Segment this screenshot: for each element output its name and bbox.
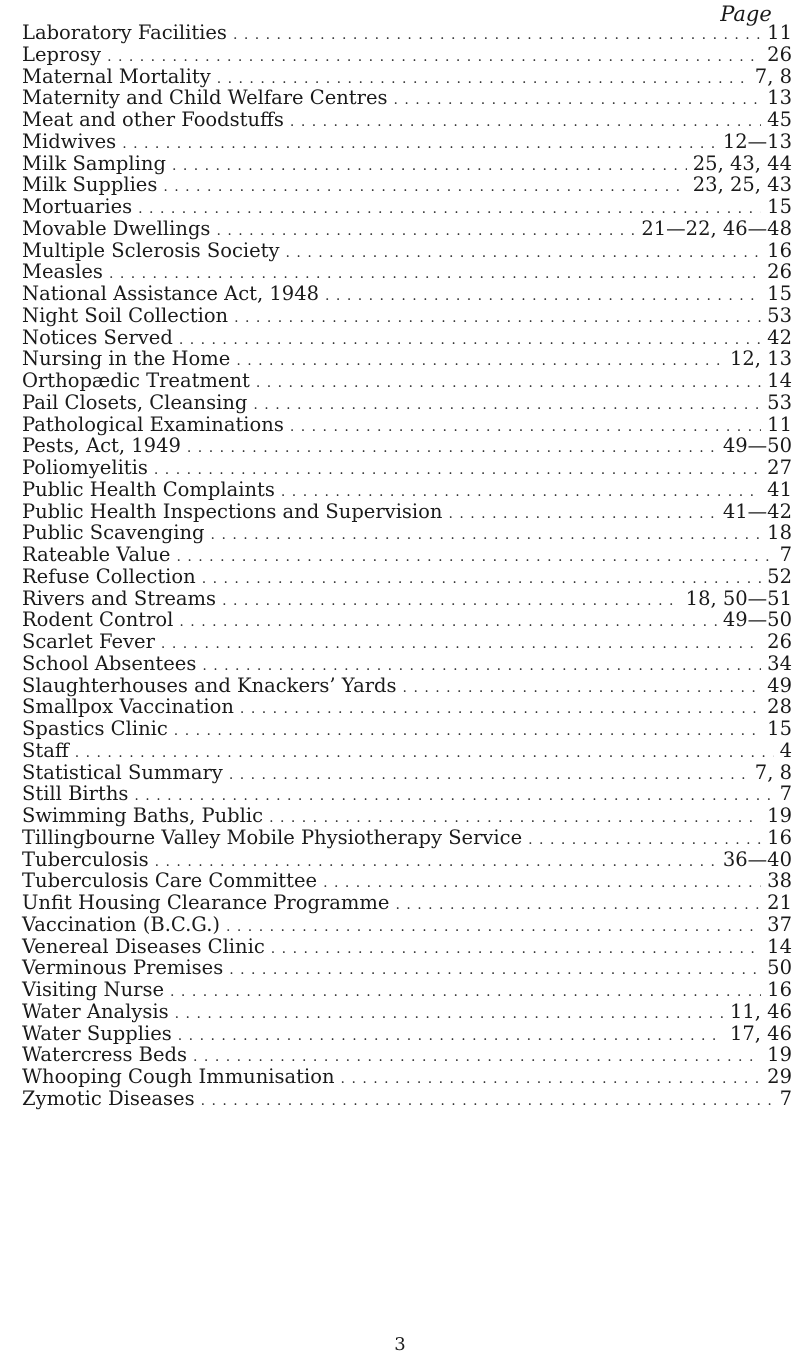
index-term: Water Analysis: [22, 999, 169, 1023]
index-page-refs: 15: [767, 195, 792, 218]
index-entry: [22, 544, 792, 566]
dot-leader: [395, 895, 761, 917]
dot-leader: [211, 525, 762, 547]
index-entry: [22, 675, 792, 697]
index-entry: [22, 957, 792, 979]
index-entry: [22, 631, 792, 653]
dot-leader: [253, 395, 761, 417]
dot-leader: [226, 917, 761, 939]
index-term: Venereal Diseases Clinic: [22, 934, 265, 958]
index-entry: [22, 196, 792, 218]
index-entry: [22, 1023, 792, 1045]
dot-leader: [256, 373, 761, 395]
index-entry: [22, 22, 792, 44]
index-page-refs: 7, 8: [754, 760, 792, 784]
index-entry: [22, 1066, 792, 1088]
index-entry: [22, 566, 792, 588]
dot-leader: [122, 134, 717, 156]
index-entry: [22, 653, 792, 675]
index-term: Slaughterhouses and Knackers’ Yards: [22, 673, 397, 697]
index-page-refs: 49: [767, 673, 792, 697]
index-entry: [22, 261, 792, 283]
index-entry: [22, 218, 792, 240]
dot-leader: [179, 612, 716, 634]
index-page-refs: 12—13: [722, 129, 792, 153]
index-term: Orthopædic Treatment: [22, 369, 250, 392]
index-entry: [22, 66, 792, 88]
index-term: Tuberculosis Care Committee: [22, 869, 318, 893]
index-term: Whooping Cough Immunisation: [22, 1065, 335, 1088]
index-term: Milk Sampling: [22, 151, 166, 175]
index-page-refs: 21—22, 46—48: [641, 216, 792, 240]
index-page-refs: 21: [767, 891, 792, 914]
index-term: Verminous Premises: [22, 956, 224, 980]
index-term: Multiple Sclerosis Society: [22, 238, 280, 262]
index-page-refs: 50: [767, 956, 792, 980]
index-page-refs: 13: [767, 86, 792, 110]
index-page-refs: 7: [779, 782, 792, 806]
index-term: Midwives: [22, 129, 117, 153]
index-term: Mortuaries: [22, 195, 133, 218]
index-term: Pail Closets, Cleansing: [22, 390, 248, 414]
index-entry: [22, 827, 792, 849]
index-entry: [22, 1088, 792, 1110]
index-page-refs: 38: [767, 869, 792, 893]
index-page-refs: 7: [779, 1086, 792, 1110]
dot-leader: [240, 699, 761, 721]
index-entry: [22, 849, 792, 871]
dot-leader: [229, 765, 749, 787]
dot-leader: [170, 982, 761, 1004]
dot-leader: [290, 112, 761, 134]
index-page-refs: 49—50: [722, 608, 792, 632]
index-term: Water Supplies: [22, 1021, 172, 1045]
index-term: Rodent Control: [22, 608, 174, 632]
index-entry: [22, 392, 792, 414]
index-term: Tillingbourne Valley Mobile Physiotherapy Service: [22, 825, 523, 849]
index-page-refs: 16: [767, 238, 792, 262]
index-page-refs: 16: [767, 825, 792, 849]
index-entry: [22, 914, 792, 936]
index-page-refs: 27: [767, 456, 792, 479]
dot-leader: [179, 330, 761, 352]
dot-leader: [161, 634, 761, 656]
index-page-refs: 19: [767, 804, 792, 827]
index-page-refs: 34: [767, 651, 792, 675]
index-entry: [22, 805, 792, 827]
index-entry: [22, 936, 792, 958]
index-page-refs: 37: [767, 912, 792, 936]
index-term: Rateable Value: [22, 543, 171, 566]
dot-leader: [222, 591, 680, 613]
index-entry: [22, 479, 792, 501]
index-term: Smallpox Vaccination: [22, 695, 234, 719]
index-page-refs: 18, 50—51: [685, 586, 792, 610]
index-page-refs: 15: [767, 717, 792, 740]
index-term: Milk Supplies: [22, 173, 158, 197]
dot-leader: [403, 678, 762, 700]
index-entry: [22, 696, 792, 718]
index-entry: [22, 131, 792, 153]
dot-leader: [202, 569, 761, 591]
index-page-refs: 15: [767, 282, 792, 305]
dot-leader: [174, 721, 761, 743]
index-page-refs: 11, 46: [729, 999, 792, 1023]
index-entry: [22, 588, 792, 610]
index-term: Scarlet Fever: [22, 630, 155, 653]
index-page-refs: 18: [767, 521, 792, 545]
page-number: 3: [394, 1334, 406, 1355]
index-entry: [22, 87, 792, 109]
index-page-refs: 42: [767, 325, 792, 349]
index-entry: [22, 762, 792, 784]
dot-leader: [271, 939, 761, 961]
index-term: Swimming Baths, Public: [22, 804, 264, 827]
index-term: Statistical Summary: [22, 760, 223, 784]
index-term: School Absentees: [22, 651, 197, 675]
dot-leader: [234, 308, 761, 330]
index-entry: [22, 1001, 792, 1023]
index-entry: [22, 522, 792, 544]
index-entry: [22, 109, 792, 131]
index-page-refs: 52: [767, 564, 792, 588]
index-entry: [22, 327, 792, 349]
index-term: Notices Served: [22, 325, 173, 349]
index-page-refs: 26: [767, 630, 792, 653]
dot-leader: [201, 1091, 774, 1113]
index-page-refs: 49—50: [722, 434, 792, 458]
dot-leader: [187, 438, 717, 460]
index-term: Public Scavenging: [22, 521, 205, 545]
index-term: Watercress Beds: [22, 1043, 188, 1067]
index-entry: [22, 501, 792, 523]
index-page-refs: 29: [767, 1065, 792, 1088]
index-entry: [22, 435, 792, 457]
dot-leader: [394, 90, 762, 112]
index-term: Public Health Inspections and Supervision: [22, 499, 443, 523]
index-term: Measles: [22, 260, 103, 284]
index-entry: [22, 305, 792, 327]
index-entry: [22, 44, 792, 66]
index-entry: [22, 892, 792, 914]
index-page-refs: 7, 8: [754, 64, 792, 88]
index-entry: [22, 1044, 792, 1066]
index-page-refs: 36—40: [722, 847, 792, 871]
index-entry: [22, 153, 792, 175]
dot-leader: [175, 1004, 724, 1026]
index-term: Visiting Nurse: [22, 978, 165, 1001]
index-term: Pathological Examinations: [22, 412, 284, 436]
index-term: Rivers and Streams: [22, 586, 217, 610]
index-page-refs: 26: [767, 260, 792, 284]
index-page-refs: 14: [767, 369, 792, 392]
index-page-refs: 16: [767, 978, 792, 1001]
index-entry: [22, 718, 792, 740]
index-term: Tuberculosis: [22, 847, 149, 871]
index-entry: [22, 783, 792, 805]
index-page-refs: 7: [779, 543, 792, 566]
index-page-refs: 11: [767, 21, 792, 44]
index-term: Staff: [22, 738, 69, 762]
index-entry: [22, 740, 792, 762]
index-page-refs: 53: [767, 390, 792, 414]
dot-leader: [176, 547, 773, 569]
index-entry: [22, 283, 792, 305]
index-term: Unfit Housing Clearance Programme: [22, 891, 390, 914]
index-entry: [22, 870, 792, 892]
dot-leader: [233, 25, 761, 47]
index-term: National Assistance Act, 1948: [22, 282, 320, 305]
dot-leader: [290, 417, 761, 439]
index-entry: [22, 457, 792, 479]
index-term: Poliomyelitis: [22, 456, 148, 479]
index-page-refs: 41—42: [722, 499, 792, 523]
index-page-refs: 17, 46: [729, 1021, 792, 1045]
index-term: Maternity and Child Welfare Centres: [22, 86, 388, 110]
index-page-refs: 12, 13: [729, 347, 792, 371]
index-entry: [22, 979, 792, 1001]
index-entry: [22, 174, 792, 196]
index-term: Vaccination (B.C.G.): [22, 912, 220, 936]
page-column-heading: Page: [720, 2, 772, 26]
index-page-refs: 11: [767, 412, 792, 436]
index-term: Maternal Mortality: [22, 64, 211, 88]
index-entry: [22, 609, 792, 631]
index-page-refs: 28: [767, 695, 792, 719]
index-page-refs: 53: [767, 303, 792, 327]
index-term: Movable Dwellings: [22, 216, 211, 240]
dot-leader: [229, 960, 761, 982]
dot-leader: [172, 156, 687, 178]
index-page-refs: 19: [767, 1043, 792, 1067]
index-entry: [22, 370, 792, 392]
index-term: Meat and other Foodstuffs: [22, 108, 284, 131]
index-term: Refuse Collection: [22, 564, 196, 588]
index-term: Still Births: [22, 782, 129, 806]
index-entry: [22, 414, 792, 436]
index-page-refs: 25, 43, 44: [692, 151, 792, 175]
index-page-refs: 14: [767, 934, 792, 958]
index-term: Spastics Clinic: [22, 717, 168, 740]
index-entry: [22, 348, 792, 370]
index-term: Leprosy: [22, 42, 102, 66]
index-term: Night Soil Collection: [22, 303, 229, 327]
index-page-refs: 45: [767, 108, 792, 131]
dot-leader: [163, 177, 686, 199]
subject-index: [22, 22, 792, 1110]
dot-leader: [325, 286, 761, 308]
index-page-refs: 26: [767, 42, 792, 66]
index-page-refs: 4: [779, 738, 792, 762]
dot-leader: [341, 1069, 762, 1091]
index-term: Pests, Act, 1949: [22, 434, 181, 458]
dot-leader: [448, 504, 716, 526]
dot-leader: [236, 351, 724, 373]
index-page-refs: 23, 25, 43: [692, 173, 792, 197]
index-page-refs: 41: [767, 477, 792, 501]
index-term: Nursing in the Home: [22, 347, 231, 371]
index-term: Public Health Complaints: [22, 477, 275, 501]
index-entry: [22, 240, 792, 262]
index-term: Zymotic Diseases: [22, 1086, 195, 1110]
index-term: Laboratory Facilities: [22, 21, 227, 44]
dot-leader: [286, 243, 762, 265]
dot-leader: [178, 1026, 724, 1048]
